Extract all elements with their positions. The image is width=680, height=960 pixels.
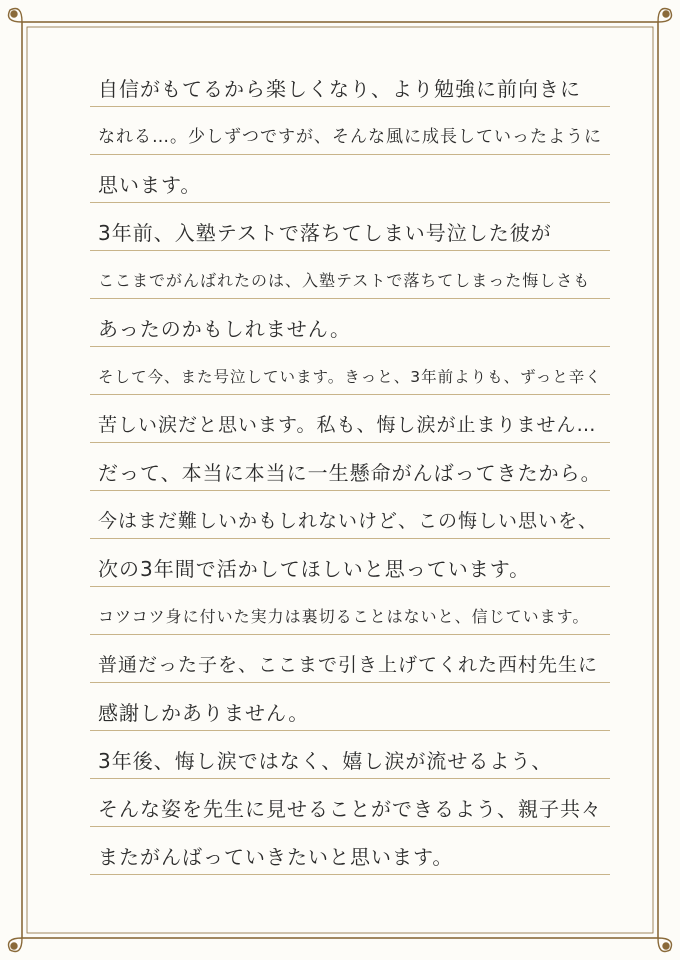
letter-text: 3年前、入塾テストで落ちてしまい号泣した彼が	[98, 221, 552, 245]
letter-text: 思います。	[98, 173, 202, 197]
letter-line-15	[90, 730, 610, 779]
letter-line-11	[90, 538, 610, 587]
letter-text: だって、本当に本当に一生懸命がんばってきたから。	[98, 461, 602, 485]
letter-text: なれる…。少しずつですが、そんな風に成長していったように	[98, 127, 602, 147]
letter-line-6	[90, 298, 610, 347]
letter-line-12	[90, 586, 610, 635]
letter-line-10	[90, 490, 610, 539]
letter-text: 苦しい涙だと思います。私も、悔し涙が止まりません…	[98, 414, 597, 436]
letter-text: そんな姿を先生に見せることができるよう、親子共々	[98, 797, 602, 821]
letter-text: ここまでがんばれたのは、入塾テストで落ちてしまった悔しさも	[98, 271, 591, 290]
letter-line-3	[90, 154, 610, 203]
letter-line-9	[90, 442, 610, 491]
letter-line-13	[90, 634, 610, 683]
letter-line-1	[90, 58, 610, 107]
letter-text: そして今、また号泣しています。きっと、3年前よりも、ずっと辛く	[98, 368, 602, 386]
letter-line-5	[90, 250, 610, 299]
letter-line-8	[90, 394, 610, 443]
letter-text: あったのかもしれません。	[98, 317, 351, 341]
letter-text: 感謝しかありません。	[98, 701, 310, 725]
letter-text: 自信がもてるから楽しくなり、より勉強に前向きに	[98, 77, 581, 101]
letter-text: またがんばっていきたいと思います。	[98, 845, 454, 869]
letter-text: コツコツ身に付いた実力は裏切ることはないと、信じています。	[98, 607, 590, 626]
letter-line-17	[90, 826, 610, 875]
letter-line-16	[90, 778, 610, 827]
letter-text: 普通だった子を、ここまで引き上げてくれた西村先生に	[98, 654, 599, 676]
letter-text: 今はまだ難しいかもしれないけど、この悔しい思いを、	[98, 510, 599, 532]
letter-line-7	[90, 346, 610, 395]
letter-line-14	[90, 682, 610, 731]
letter-line-4	[90, 202, 610, 251]
letter-line-2	[90, 106, 610, 155]
letter-text: 次の3年間で活かしてほしいと思っています。	[98, 557, 531, 581]
letter-text: 3年後、悔し涙ではなく、嬉し涙が流せるよう、	[98, 749, 553, 773]
